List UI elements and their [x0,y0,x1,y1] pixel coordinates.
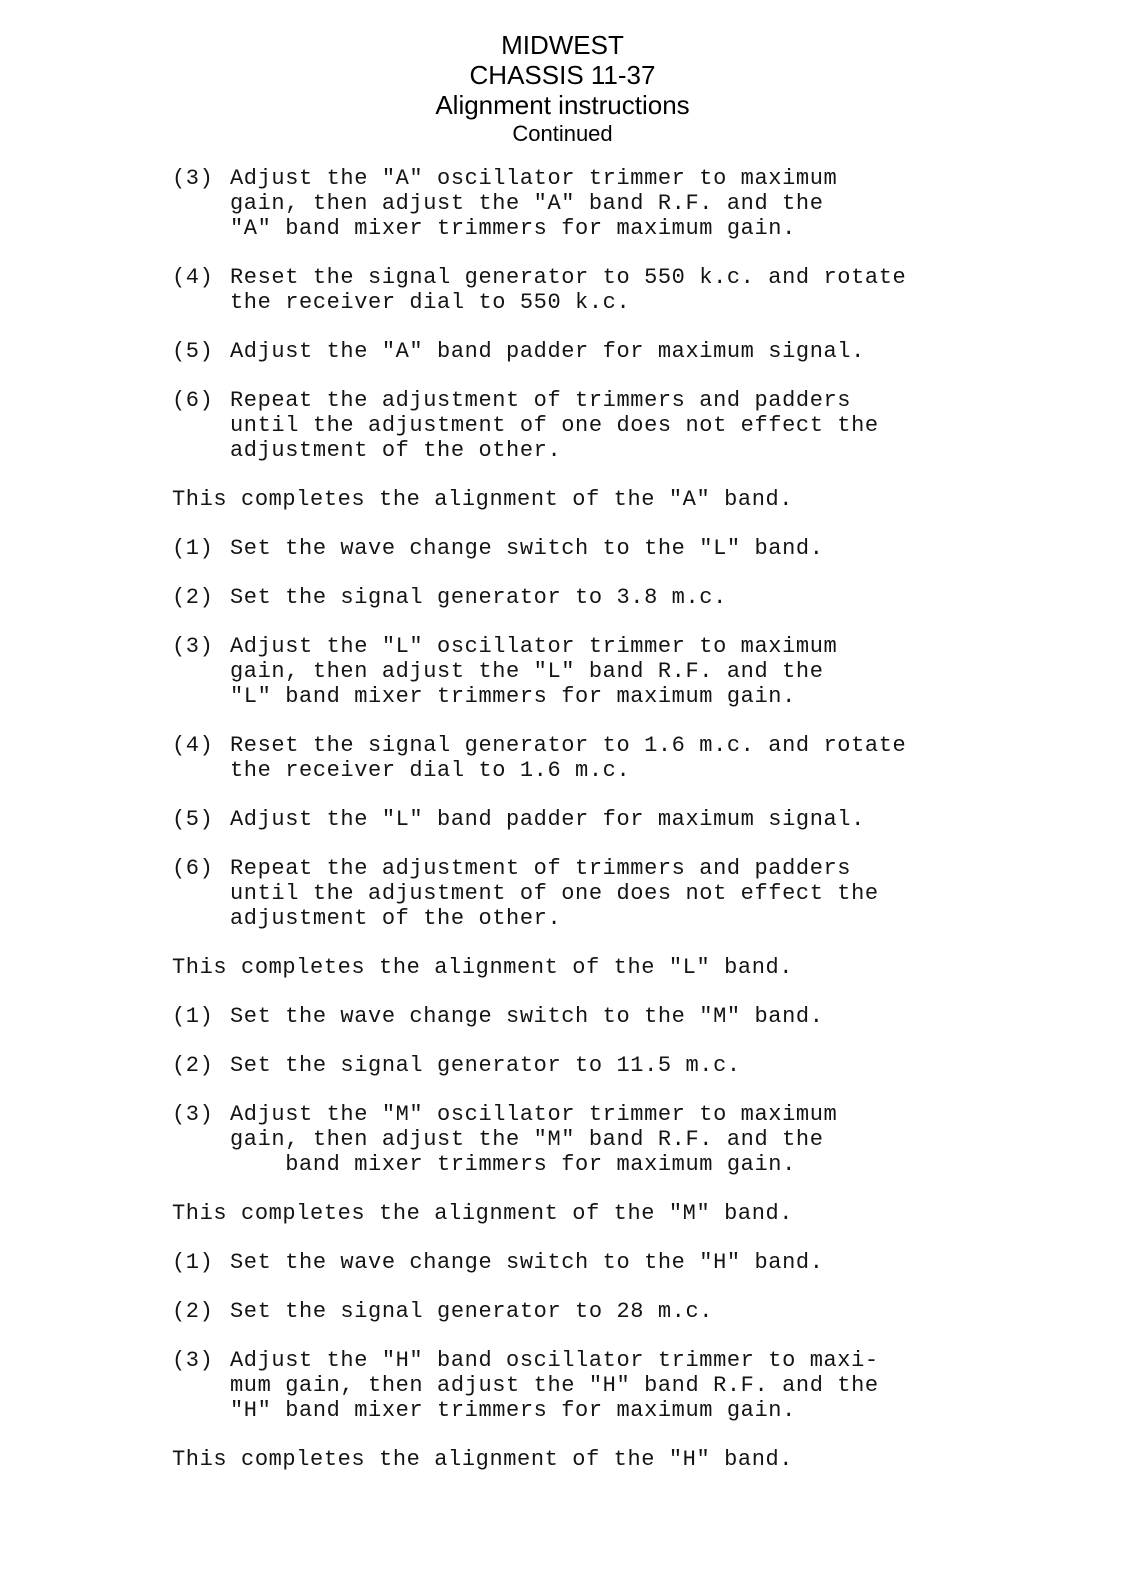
step-item [172,585,1072,610]
step-item [172,536,1072,561]
step-text: Set the signal generator to 3.8 m.c. [230,585,727,610]
step-item [172,1004,1072,1029]
section-h-band [172,1250,1072,1472]
step-text: Set the signal generator to 11.5 m.c. [230,1053,741,1078]
step-number: (5) [172,807,214,832]
step-item [172,1299,1072,1324]
step-text: Set the wave change switch to the "L" band. [230,536,824,561]
step-item [172,1102,1072,1177]
section-summary: This completes the alignment of the "H" band. [172,1447,794,1472]
brand-title: MIDWEST [501,30,624,60]
step-item [172,265,1072,315]
step-text: Adjust the "L" oscillator trimmer to maximum gain, then adjust the "L" band R.F. and the "L" band mixer trimmers for maximum gain. [230,634,838,709]
section-summary: This completes the alignment of the "M" band. [172,1201,794,1226]
step-text: Reset the signal generator to 550 k.c. and rotate the receiver dial to 550 k.c. [230,265,907,315]
step-number: (3) [172,1102,214,1127]
step-number: (6) [172,856,214,881]
document-title: Alignment instructions [435,90,690,120]
step-item [172,733,1072,783]
step-number: (1) [172,1250,214,1275]
step-text: Adjust the "A" oscillator trimmer to maximum gain, then adjust the "A" band R.F. and the "A" band mixer trimmers for maximum gain. [230,166,838,241]
step-text: Adjust the "M" oscillator trimmer to maximum gain, then adjust the "M" band R.F. and the band mixer trimmers for maximum gain. [230,1102,838,1177]
section-summary: This completes the alignment of the "L" band. [172,955,794,980]
step-item [172,1250,1072,1275]
section-summary: This completes the alignment of the "A" band. [172,487,794,512]
step-number: (3) [172,1348,214,1373]
step-number: (2) [172,585,214,610]
step-item [172,1053,1072,1078]
chassis-title: CHASSIS 11-37 [469,60,656,90]
step-text: Set the wave change switch to the "H" band. [230,1250,824,1275]
step-item [172,166,1072,241]
step-item [172,388,1072,463]
step-item [172,856,1072,931]
instructions-body [172,166,1072,1496]
step-number: (6) [172,388,214,413]
continued-label: Continued [512,121,613,146]
step-text: Adjust the "A" band padder for maximum signal. [230,339,865,364]
step-number: (4) [172,265,214,290]
step-item [172,339,1072,364]
section-l-band [172,536,1072,980]
step-text: Set the signal generator to 28 m.c. [230,1299,714,1324]
step-number: (4) [172,733,214,758]
step-text: Repeat the adjustment of trimmers and padders until the adjustment of one does not effect the adjustment of the other. [230,388,879,463]
step-text: Reset the signal generator to 1.6 m.c. and rotate the receiver dial to 1.6 m.c. [230,733,907,783]
step-number: (5) [172,339,214,364]
step-number: (1) [172,536,214,561]
section-a-band [172,166,1072,512]
step-number: (1) [172,1004,214,1029]
step-number: (2) [172,1053,214,1078]
step-text: Adjust the "L" band padder for maximum signal. [230,807,865,832]
step-text: Set the wave change switch to the "M" band. [230,1004,824,1029]
step-item [172,807,1072,832]
step-text: Adjust the "H" band oscillator trimmer to maxi- mum gain, then adjust the "H" band R.F. and the "H" band mixer trimmers for maximum gain. [230,1348,879,1423]
section-m-band [172,1004,1072,1226]
step-item [172,634,1072,709]
step-item [172,1348,1072,1423]
step-number: (2) [172,1299,214,1324]
page-header [0,30,1125,148]
step-number: (3) [172,166,214,191]
step-text: Repeat the adjustment of trimmers and padders until the adjustment of one does not effect the adjustment of the other. [230,856,879,931]
step-number: (3) [172,634,214,659]
